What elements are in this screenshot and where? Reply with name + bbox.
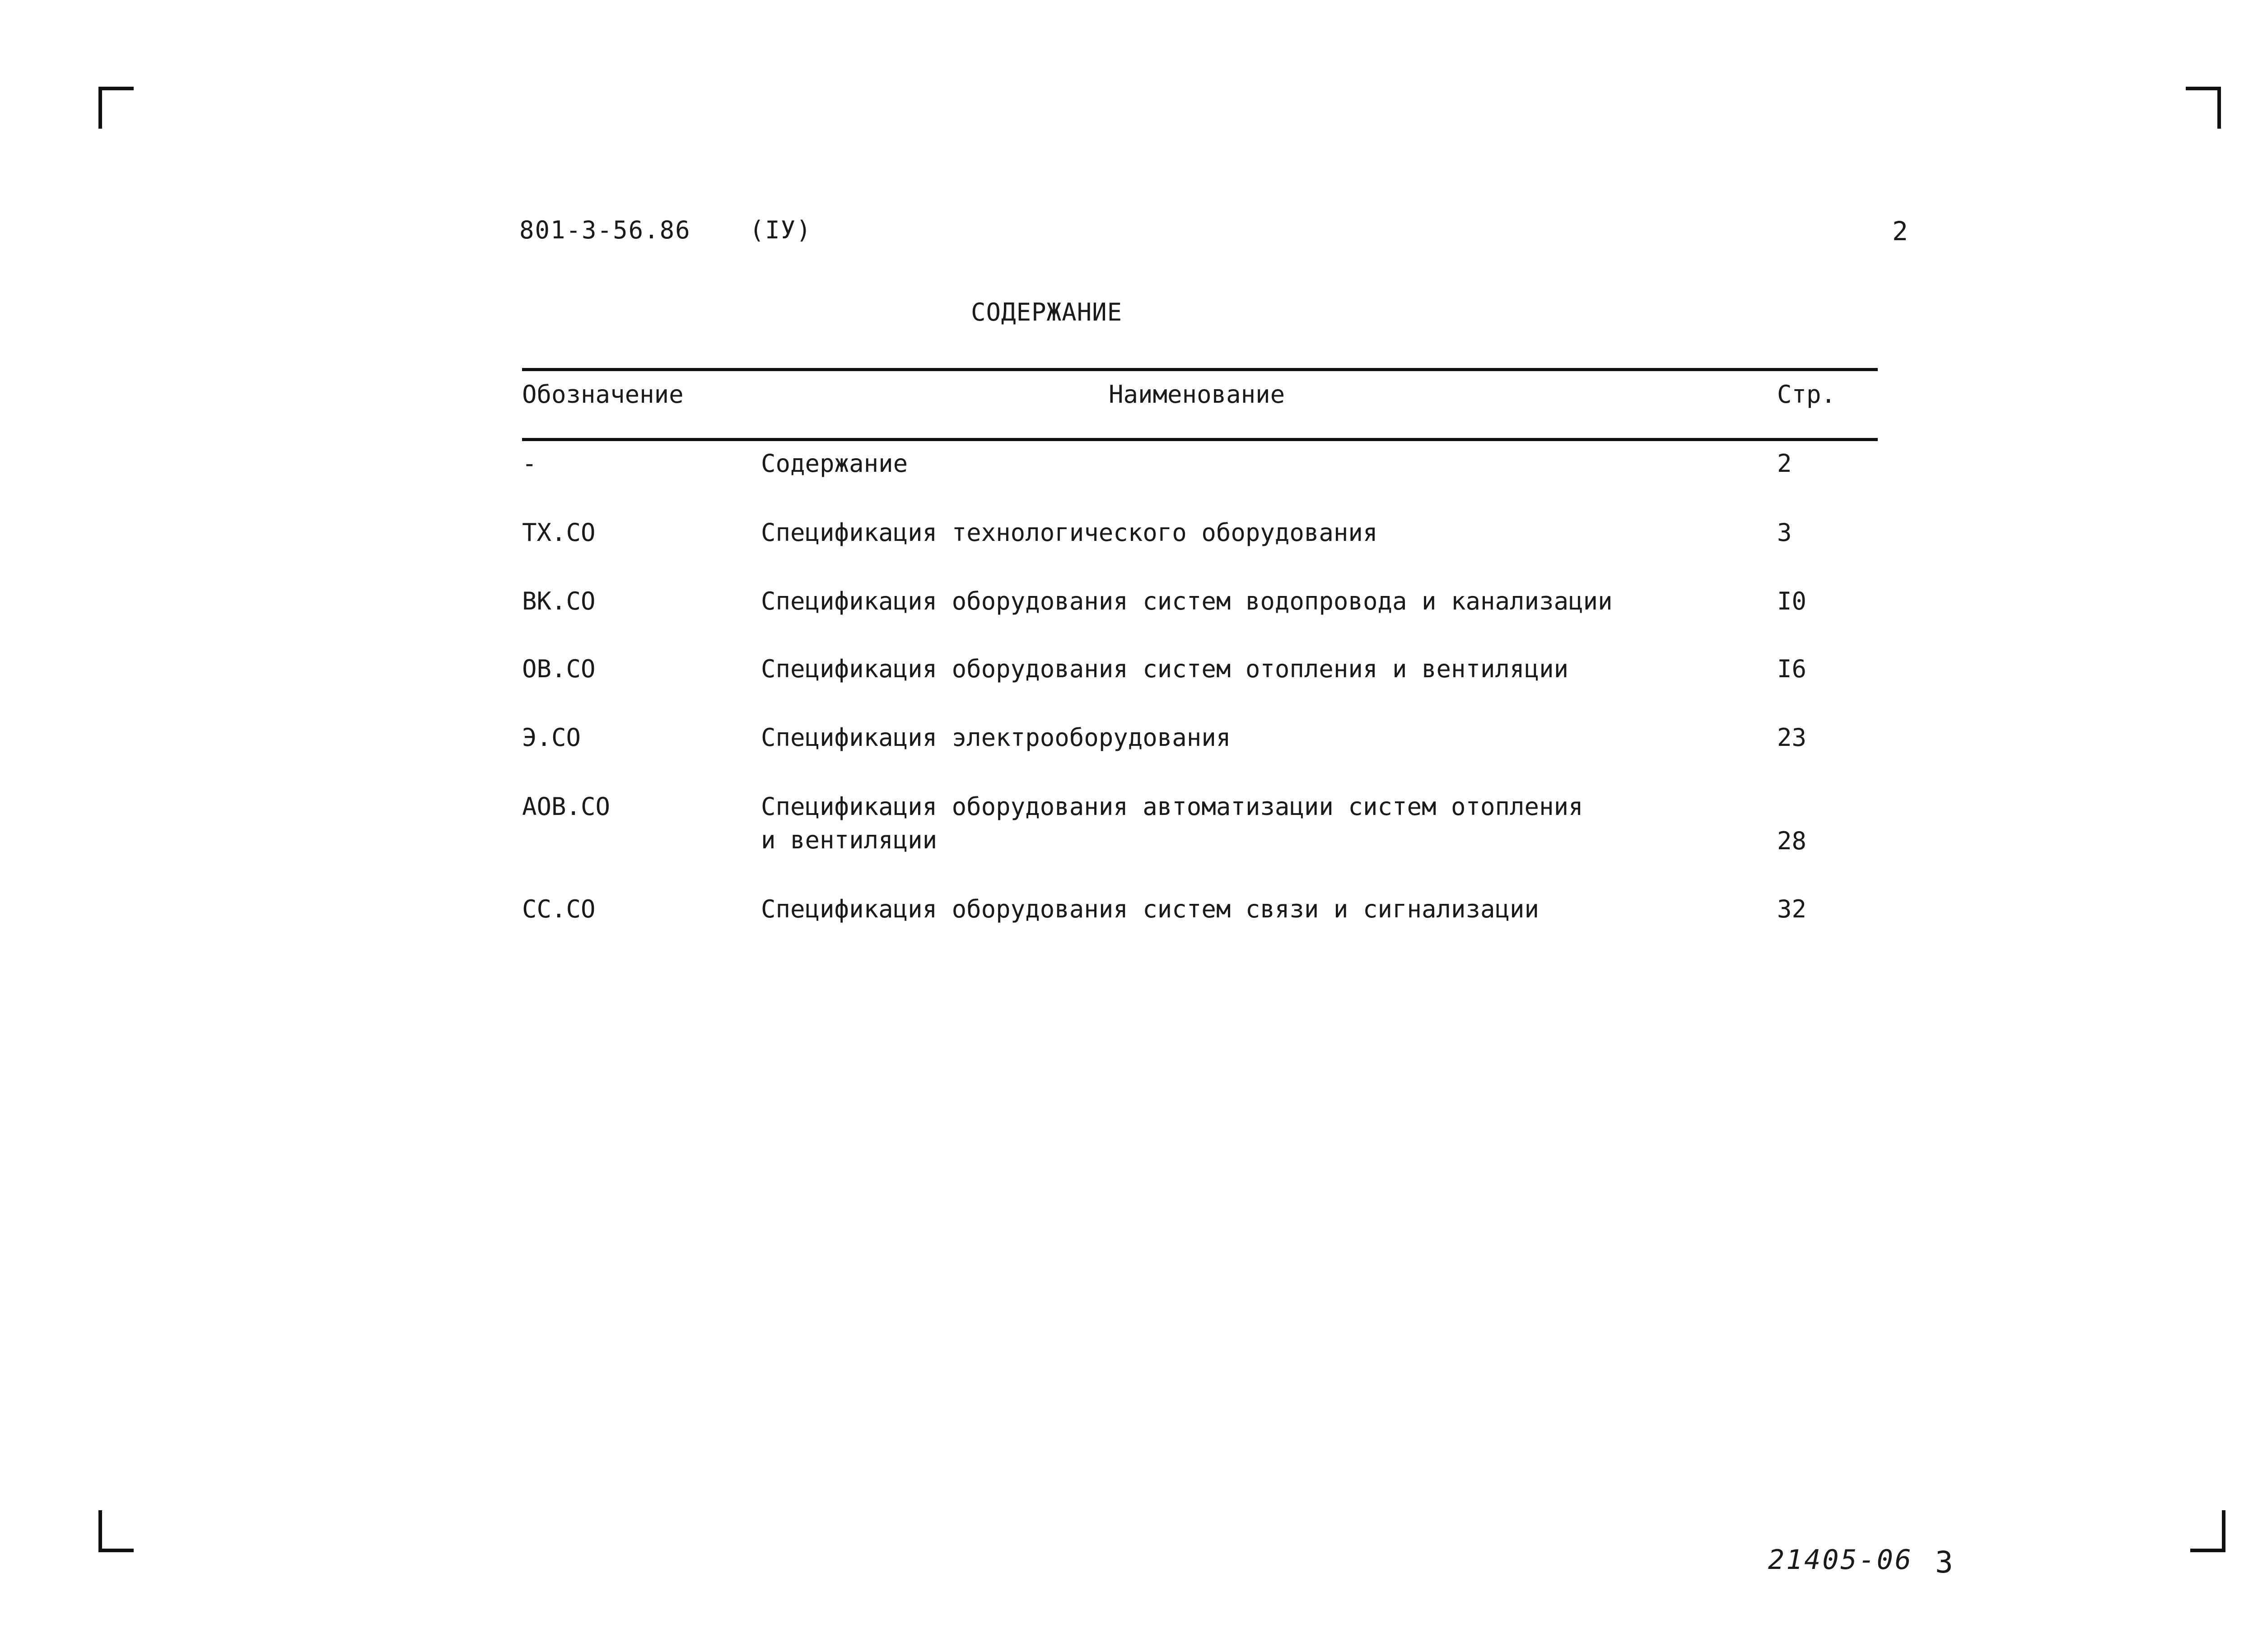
- page-title: СОДЕРЖАНИЕ: [971, 298, 1123, 326]
- row-designation: ВК.СО: [522, 587, 596, 615]
- row-page: I0: [1777, 587, 1807, 615]
- row-page: I6: [1777, 655, 1807, 683]
- row-name: Спецификация электрооборудования: [761, 723, 1231, 752]
- frame-corner-bottom-left: [98, 1510, 134, 1552]
- row-designation: -: [522, 449, 537, 478]
- table-top-rule: [522, 368, 1878, 371]
- row-page: 28: [1777, 827, 1807, 855]
- row-designation: ТХ.СО: [522, 518, 596, 547]
- frame-corner-top-right: [2186, 87, 2221, 129]
- row-designation: АОВ.СО: [522, 792, 611, 821]
- frame-corner-top-left: [98, 87, 134, 129]
- document-code-tag: (IУ): [749, 216, 812, 244]
- row-name: Спецификация оборудования автоматизации систем отопления и вентиляции: [761, 792, 1583, 854]
- row-designation: ОВ.СО: [522, 655, 596, 683]
- table-header-rule: [522, 438, 1878, 441]
- document-code: [519, 216, 812, 244]
- row-name: Спецификация оборудования систем связи и сигнализации: [761, 895, 1540, 923]
- row-name: Содержание: [761, 449, 908, 478]
- frame-corner-bottom-right: [2190, 1510, 2225, 1552]
- sheet-number: 3: [1935, 1545, 1953, 1580]
- row-page: 3: [1777, 518, 1792, 547]
- row-name: Спецификация оборудования систем отопления и вентиляции: [761, 655, 1569, 683]
- row-designation: Э.СО: [522, 723, 581, 752]
- row-name: Спецификация оборудования систем водопровода и канализации: [761, 587, 1613, 615]
- column-header-name: Наименование: [1109, 380, 1285, 409]
- row-page: 32: [1777, 895, 1807, 923]
- row-name: Спецификация технологического оборудования: [761, 518, 1378, 547]
- column-header-page: Стр.: [1777, 380, 1836, 409]
- inventory-stamp: 21405-06: [1768, 1544, 1913, 1576]
- document-code-number: 801-3-56.86: [519, 216, 691, 244]
- row-page: 23: [1777, 723, 1807, 752]
- column-header-designation: Обозначение: [522, 380, 684, 409]
- page-number: 2: [1892, 216, 1908, 247]
- row-page: 2: [1777, 449, 1792, 478]
- row-designation: СС.СО: [522, 895, 596, 923]
